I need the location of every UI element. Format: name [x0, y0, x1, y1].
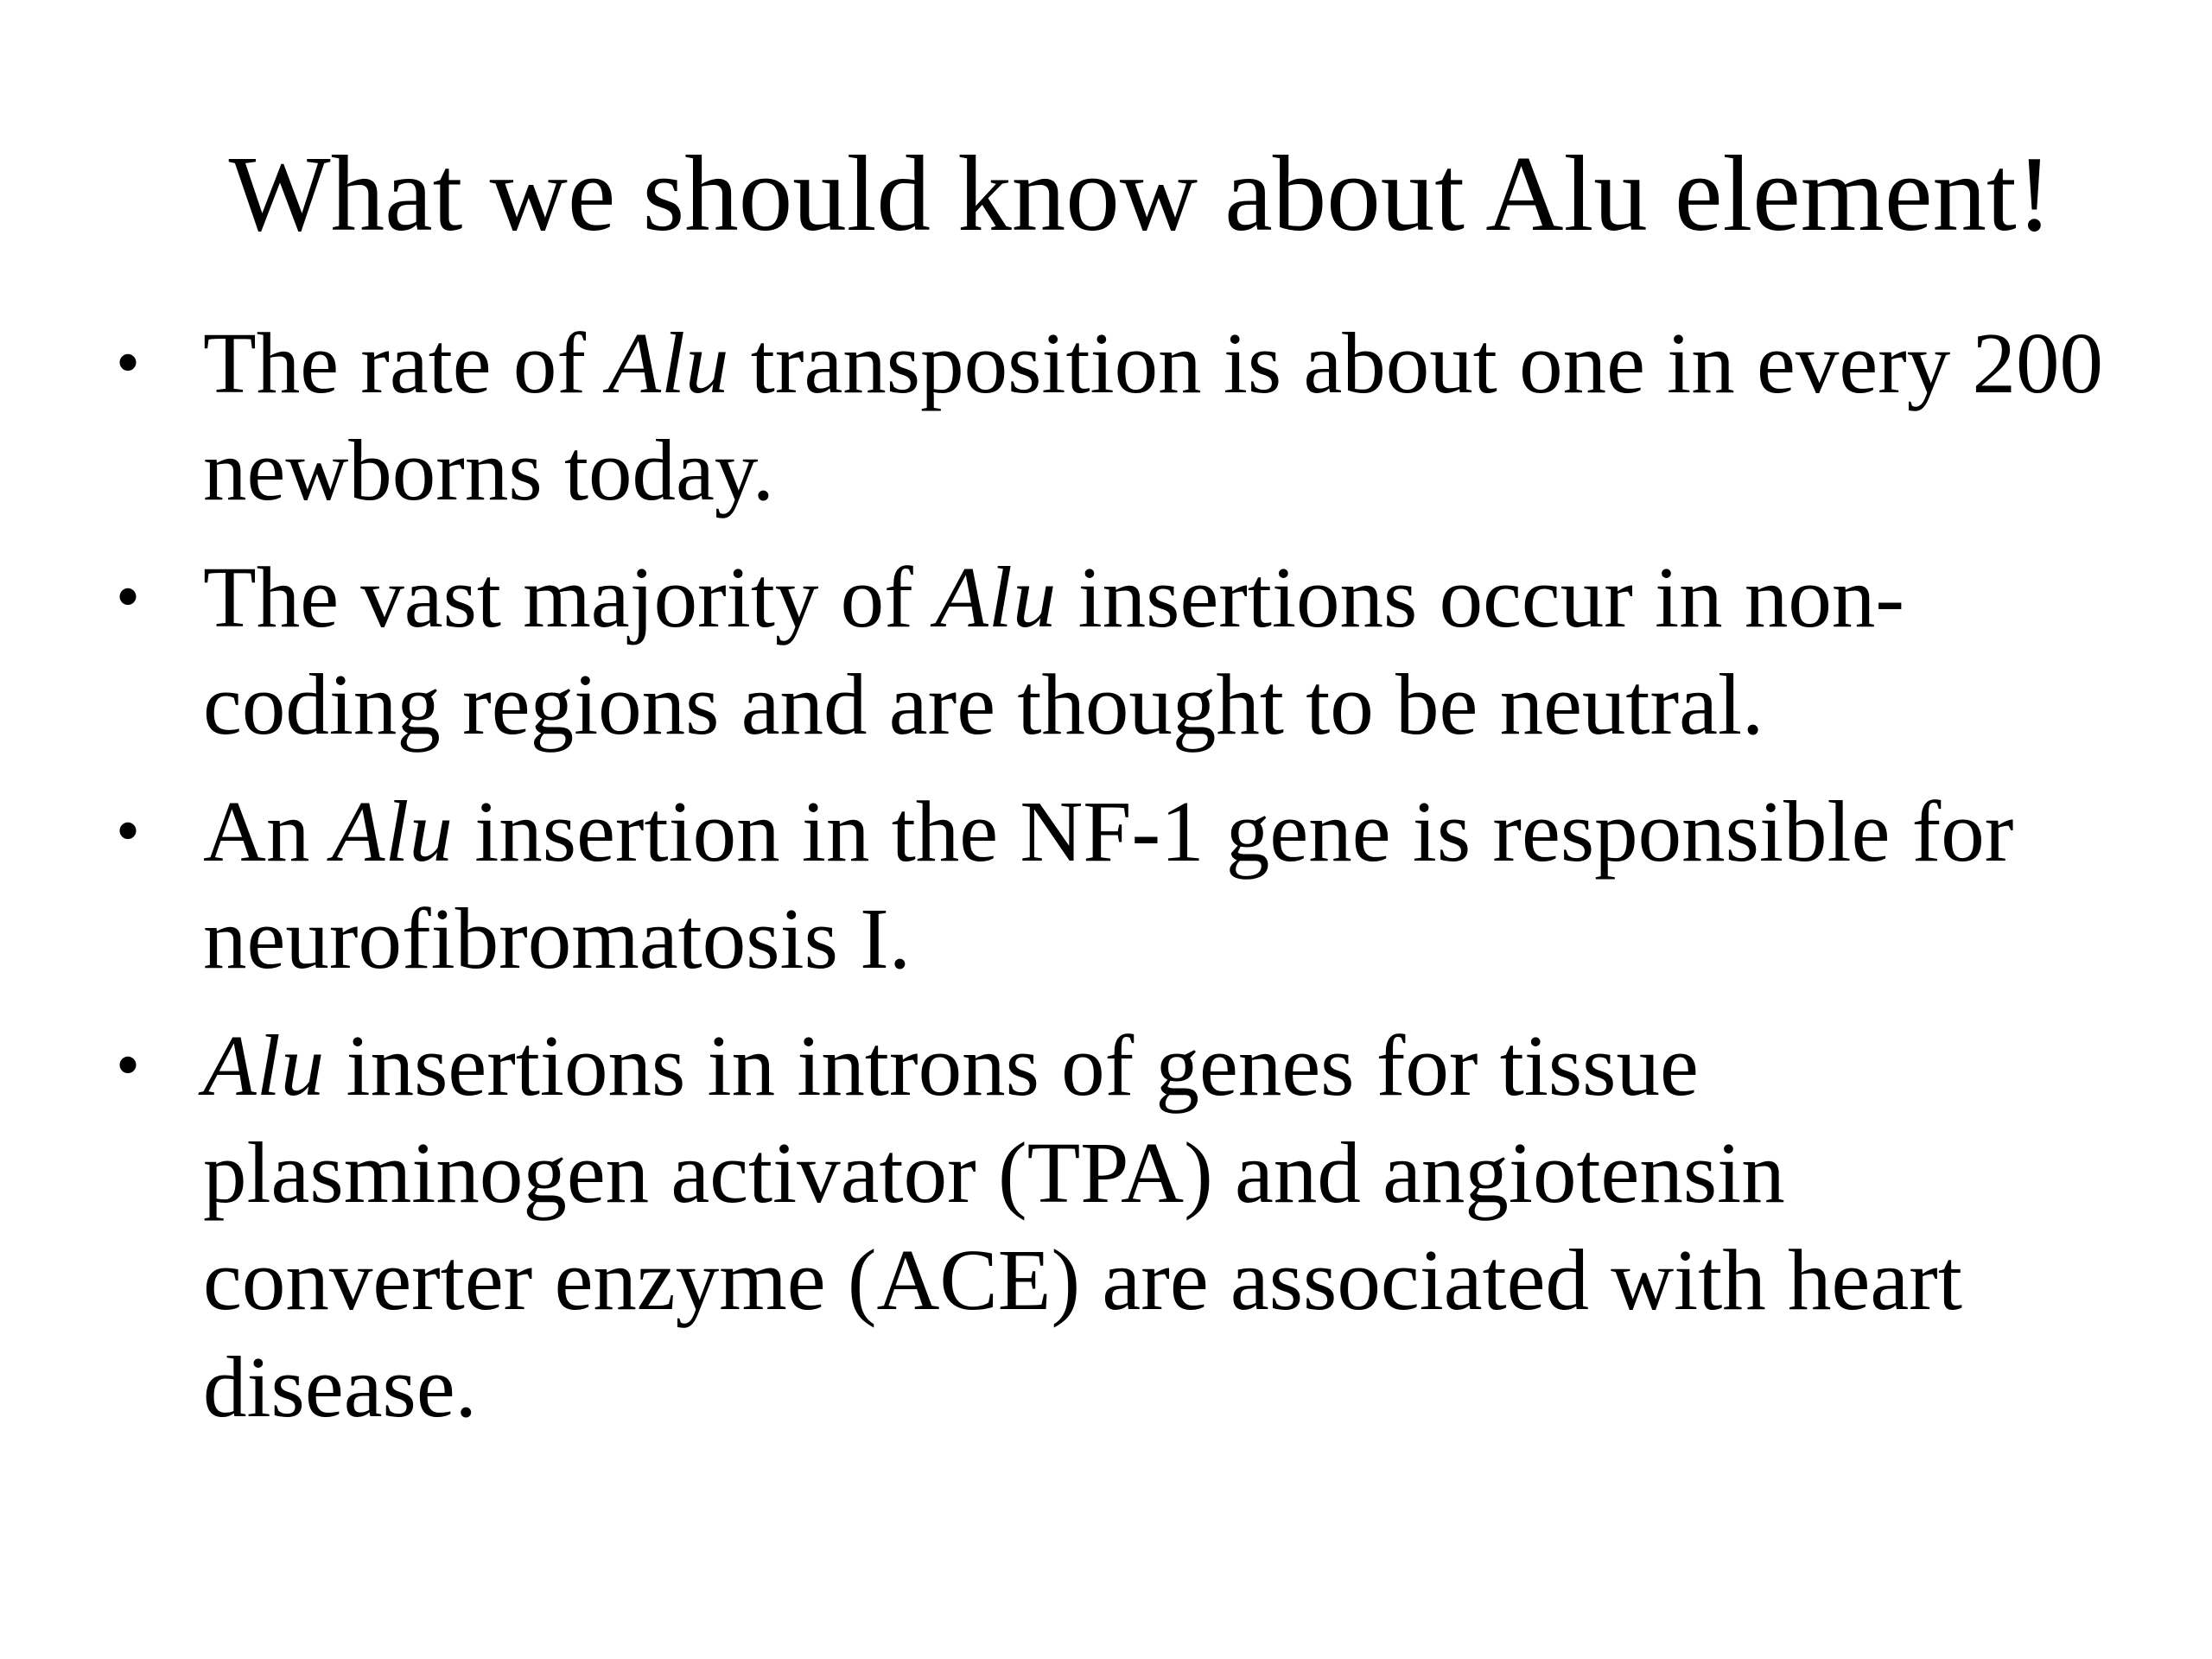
text-run: The vast majority of — [203, 549, 936, 645]
italic-term: Alu — [607, 315, 729, 411]
text-run: The rate of — [203, 315, 608, 411]
italic-term: Alu — [203, 1017, 325, 1114]
bullet-line — [203, 885, 2190, 992]
bullet-list — [116, 309, 2190, 1460]
slide-title: What we should know about Alu element! — [228, 135, 2053, 254]
text-run: coding regions and are thought to be neutral. — [203, 656, 1764, 753]
text-run: converter enzyme (ACE) are associated with heart — [203, 1231, 1962, 1328]
bullet-marker: • — [116, 793, 141, 869]
bullet-marker: • — [116, 325, 141, 401]
bullet-line — [203, 778, 2190, 885]
italic-term: Alu — [331, 783, 453, 880]
bullet-item — [116, 543, 2190, 758]
bullet-marker: • — [116, 559, 141, 635]
bullet-line — [203, 1333, 2190, 1440]
bullet-line — [203, 416, 2190, 524]
text-run: plasminogen activator (TPA) and angiotensin — [203, 1124, 1785, 1221]
text-run: insertion in the NF-1 gene is responsible for — [452, 783, 2014, 880]
text-run: An — [203, 783, 332, 880]
bullet-line — [203, 1119, 2190, 1226]
text-run: insertions occur in non- — [1056, 549, 1905, 645]
bullet-marker: • — [116, 1027, 141, 1103]
bullet-line — [203, 651, 2190, 758]
text-run: disease. — [203, 1338, 477, 1435]
bullet-item — [116, 778, 2190, 992]
bullet-item — [116, 309, 2190, 524]
bullet-line — [203, 309, 2190, 416]
bullet-item — [116, 1012, 2190, 1440]
text-run: neurofibromatosis I. — [203, 890, 912, 987]
text-run: transposition is about one in every 200 — [728, 315, 2104, 411]
bullet-line — [203, 1012, 2190, 1119]
text-run: newborns today. — [203, 422, 775, 518]
text-run: insertions in introns of genes for tissue — [324, 1017, 1699, 1114]
bullet-line — [203, 1226, 2190, 1333]
italic-term: Alu — [935, 549, 1057, 645]
bullet-line — [203, 543, 2190, 651]
